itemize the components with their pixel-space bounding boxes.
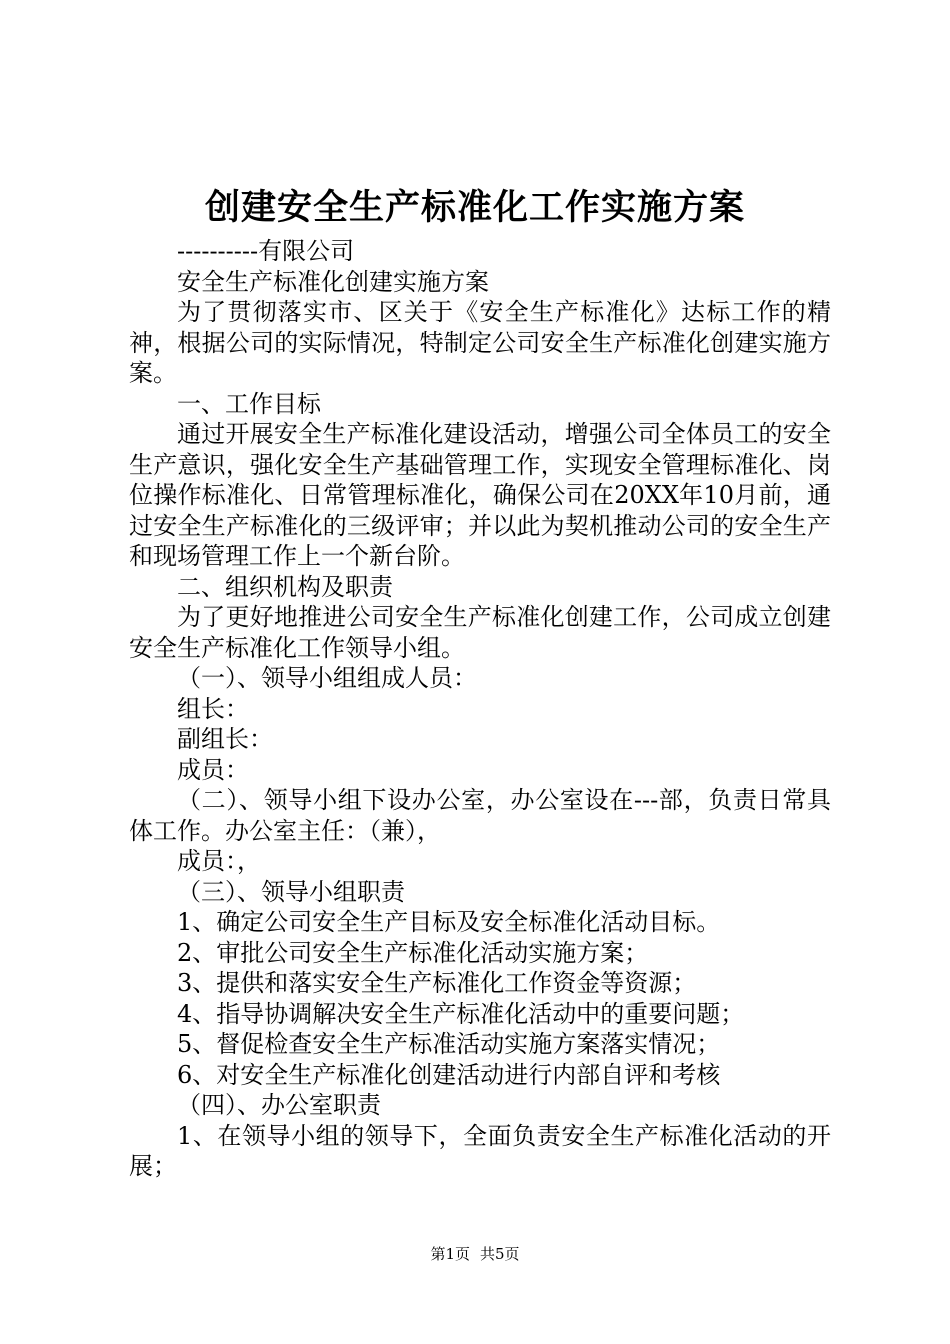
subsection-heading-members: （一）、领导小组组成人员： (177, 664, 477, 692)
duty-item: 4、指导协调解决安全生产标准化活动中的重要问题； (177, 999, 745, 1028)
office-paragraph: （二）、领导小组下设办公室，办公室设在---部，负责日常具体工作。办公室主任：（兼）， (129, 786, 831, 845)
duty-item: 2、审批公司安全生产标准化活动实施方案； (177, 938, 649, 967)
organization-paragraph: 为了更好地推进公司安全生产标准化创建工作，公司成立创建安全生产标准化工作领导小组。 (129, 603, 831, 662)
plan-subtitle: 安全生产标准化创建实施方案 (177, 267, 489, 296)
document-body (129, 236, 831, 1182)
duty-item: 1、确定公司安全生产目标及安全标准化活动目标。 (177, 908, 721, 936)
company-line: ----------有限公司 (177, 237, 355, 265)
document-title: 创建安全生产标准化工作实施方案 (204, 187, 745, 228)
duty-item: 5、督促检查安全生产标准活动实施方案落实情况； (177, 1030, 721, 1058)
section-heading-organization: 二、组织机构及职责 (177, 572, 393, 601)
deputy-leader-line: 副组长： (177, 725, 273, 753)
goals-paragraph: 通过开展安全生产标准化建设活动，增强公司全体员工的安全生产意识，强化安全生产基础管理工作，实现安全管理标准化、岗位操作标准化、日常管理标准化，确保公司在20XX年10月前，通过安全生产标准化的三级评审；并以此为契机推动公司的安全生产和现场管理工作上一个新台阶。 (129, 420, 831, 570)
duty-item: 3、提供和落实安全生产标准化工作资金等资源； (177, 969, 697, 997)
team-leader-line: 组长： (177, 694, 249, 723)
section-heading-goals: 一、工作目标 (177, 389, 321, 418)
page-total: 共5页 (480, 1245, 520, 1263)
subsection-heading-duties: （三）、领导小组职责 (177, 877, 405, 906)
members-line: 成员： (177, 755, 249, 784)
intro-paragraph: 为了贯彻落实市、区关于《安全生产标准化》达标工作的精神，根据公司的实际情况，特制定公司安全生产标准化创建实施方案。 (129, 298, 831, 387)
page-footer (0, 1243, 950, 1265)
subsection-heading-office-duties: （四）、办公室职责 (177, 1091, 381, 1119)
page-number: 第1页 (430, 1245, 470, 1263)
office-members-line: 成员：， (177, 847, 261, 875)
office-duty-item: 1、在领导小组的领导下，全面负责安全生产标准化活动的开展； (129, 1121, 831, 1180)
duty-item: 6、对安全生产标准化创建活动进行内部自评和考核 (177, 1060, 721, 1089)
